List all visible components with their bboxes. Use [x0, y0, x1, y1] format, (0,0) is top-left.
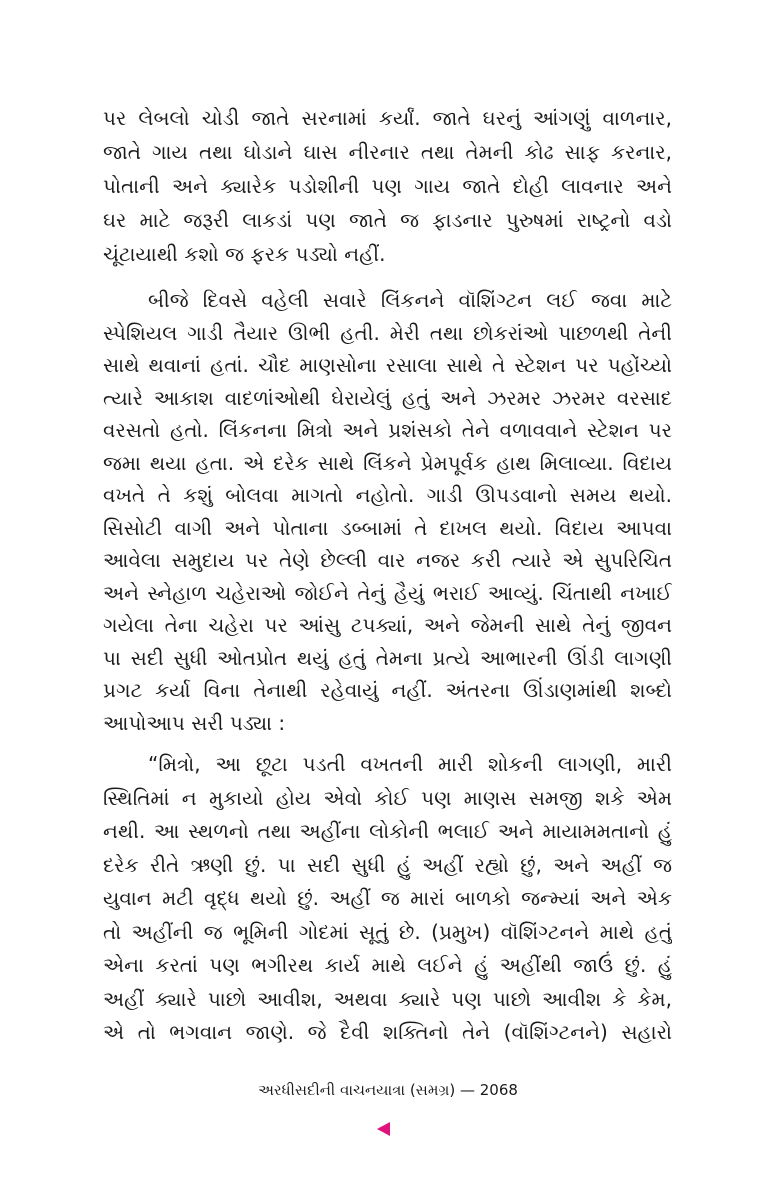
- page-footer: અરધીસદીની વાચનયાત્રા (સમગ્ર) — 2068: [258, 1081, 518, 1099]
- text-line: સ્પેશિયલ ગાડી તૈયાર ઊભી હતી. મેરી તથા છોકરાંઓ પાછળથી તેની: [103, 320, 672, 345]
- text-line: તો અહીંની જ ભૂમિની ગોદમાં સૂતું છે. (પ્રમુખ) વૉશિંગ્ટનને માથે હતું: [103, 919, 672, 944]
- text-line: જાતે ગાય તથા ઘોડાને ઘાસ નીરનાર તથા તેમની કોઢ સાફ કરનાર,: [103, 140, 672, 164]
- text-line: નથી. આ સ્થળનો તથા અહીંના લોકોની ભલાઈ અને માયામમતાનો હું: [103, 819, 672, 843]
- text-line: સાથે થવાનાં હતાં. ચૌદ માણસોના રસાલા સાથે તે સ્ટેશન પર પહોંચ્યો: [103, 353, 672, 377]
- text-line: ઘર માટે જરૂરી લાકડાં પણ જાતે જ ફાડનાર પુરુષમાં રાષ્ટ્રનો વડો: [103, 208, 672, 232]
- text-line: સિસોટી વાગી અને પોતાના ડબ્બામાં તે દાખલ થયો. વિદાય આપવા: [103, 515, 672, 540]
- text-line: જમા થયા હતા. એ દરેક સાથે લિંકને પ્રેમપૂર્વક હાથ મિલાવ્યા. વિદાય: [103, 450, 672, 475]
- paragraph: [103, 284, 672, 739]
- text-line: અહીં ક્યારે પાછો આવીશ, અથવા ક્યારે પણ પાછો આવીશ કે કેમ,: [103, 986, 672, 1011]
- text-line: પ્રગટ કર્યા વિના તેનાથી રહેવાયું નહીં. અંતરના ઊંડાણમાંથી શબ્દો: [103, 678, 672, 702]
- text-line: સ્થિતિમાં ન મુકાયો હોય એવો કોઈ પણ માણસ સમજી શકે એમ: [103, 785, 672, 810]
- text-line: ચૂંટાયાથી કશો જ ફરક પડ્યો નહીં.: [103, 242, 386, 266]
- text-line: વખતે તે કશું બોલવા માગતો નહોતો. ગાડી ઊપડવાનો સમય થયો.: [103, 483, 672, 507]
- text-line: અને સ્નેહાળ ચહેરાઓ જોઈને તેનું હૈયું ભરાઈ આવ્યું. ચિંતાથી નખાઈ: [103, 580, 672, 605]
- text-line: વરસતો હતો. લિંકનના મિત્રો અને પ્રશંસકો તેને વળાવવાને સ્ટેશન પર: [103, 418, 672, 442]
- text-line: પર લેબલો ચોડી જાતે સરનામાં કર્યાં. જાતે ઘરનું આંગણું વાળનાર,: [103, 106, 672, 130]
- text-line: આપોઆપ સરી પડ્યા :: [103, 710, 286, 735]
- text-line: પોતાની અને ક્યારેક પડોશીની પણ ગાય જાતે દોહી લાવનાર અને: [103, 174, 672, 198]
- paragraph: [103, 101, 672, 271]
- text-line: દરેક રીતે ઋણી છું. પા સદી સુધી હું અહીં રહ્યો છું, અને અહીં જ: [103, 852, 672, 877]
- text-line: ગયેલા તેના ચહેરા પર આંસુ ટપક્યાં, અને જેમની સાથે તેનું જીવન: [103, 613, 672, 637]
- text-line: આવેલા સમુદાય પર તેણે છેલ્લી વાર નજર કરી ત્યારે એ સુપરિચિત: [103, 548, 672, 572]
- text-line: બીજે દિવસે વહેલી સવારે લિંકનને વૉશિંગ્ટન લઈ જવા માટે: [148, 288, 672, 312]
- text-line: “મિત્રો, આ છૂટા પડતી વખતની મારી શોકની લાગણી, મારી: [148, 752, 672, 776]
- text-line: ત્યારે આકાશ વાદળાંઓથી ઘેરાયેલું હતું અને ઝરમર ઝરમર વરસાદ: [103, 385, 672, 410]
- text-line: યુવાન મટી વૃદ્ધ થયો છું. અહીં જ મારાં બાળકો જન્મ્યાં અને એક: [103, 886, 672, 910]
- text-line: એના કરતાં પણ ભગીરથ કાર્ય માથે લઈને હું અહીંથી જાઉં છું. હું: [103, 953, 672, 977]
- text-line: પા સદી સુધી ઓતપ્રોત થયું હતું તેમના પ્રત્યે આભારની ઊંડી લાગણી: [103, 645, 672, 670]
- text-line: એ તો ભગવાન જાણે. જે દૈવી શક્તિનો તેને (વૉશિંગ્ટનને) સહારો: [103, 1020, 672, 1044]
- paragraph: [103, 748, 672, 1050]
- back-arrow-icon[interactable]: [377, 1122, 390, 1136]
